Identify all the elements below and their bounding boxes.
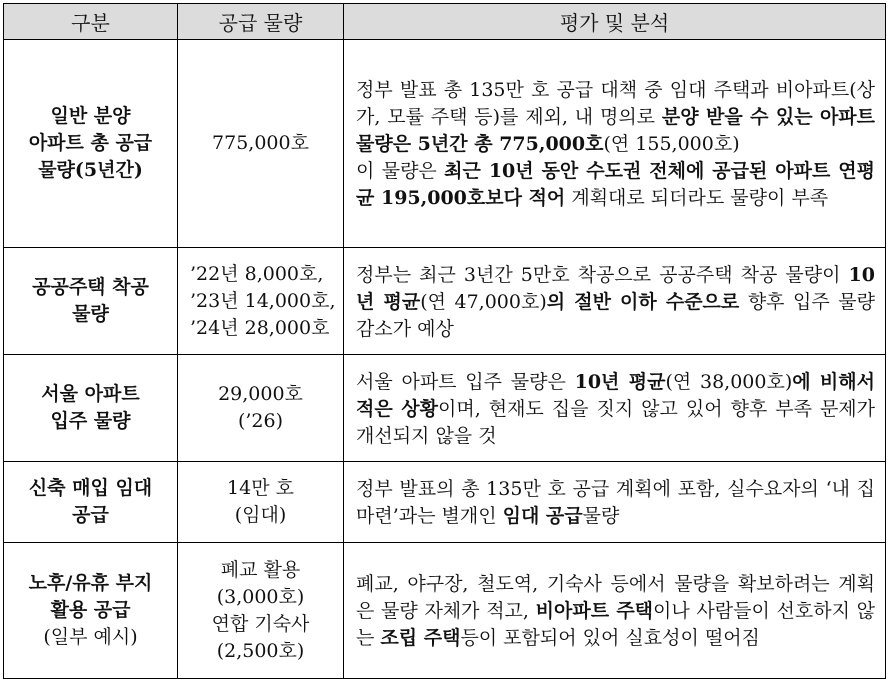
emphasis-text: 조립 주택 <box>380 627 461 649</box>
emphasis-text: 10년 평균 <box>574 370 666 393</box>
quantity-cell <box>178 40 344 248</box>
category-cell <box>4 355 178 462</box>
body-text: (연 155,000호) <box>603 133 740 155</box>
evaluation-cell <box>344 40 886 248</box>
quantity-line: 29,000호 <box>218 383 303 405</box>
body-text: 폐교, 야구장, 철도역, 기숙사 등에서 물량을 확보하려는 계획은 물량 자체가 적고, <box>356 573 875 622</box>
body-text: 정부는 최근 3년간 5만호 착공으로 공공주택 착공 물량이 <box>356 263 849 286</box>
header-quantity: 공급 물량 <box>178 4 344 40</box>
table-row <box>4 248 886 355</box>
category-line: 노후/유휴 부지 <box>28 572 153 594</box>
evaluation-cell <box>344 462 886 543</box>
emphasis-text: 10년 평균 <box>356 263 875 313</box>
body-text: 이며, 현재도 집을 짓지 않고 있어 향후 부족 문제가 개선되지 않을 것 <box>356 397 876 447</box>
quantity-line: (3,000호) <box>216 585 305 608</box>
body-text: 서울 아파트 입주 물량은 <box>356 370 575 393</box>
emphasis-text: 임대 공급 <box>502 505 583 527</box>
quantity-line: 775,000호 <box>212 132 309 154</box>
quantity-line: 연합 기숙사 <box>211 612 310 635</box>
category-line: 물량 <box>72 303 109 325</box>
category-cell <box>4 543 178 679</box>
body-text: 정부 발표 총 135만 호 공급 대책 중 임대 주택과 비아파트(상가, 모률 주택 등)를 제외, 내 명의로 <box>356 79 875 128</box>
quantity-line: ’22년 8,000호, <box>190 262 324 285</box>
table-row <box>4 543 886 679</box>
quantity-line: (2,500호) <box>216 639 305 662</box>
emphasis-text: 의 절반 이하 수준으로 <box>546 290 740 313</box>
category-line: 물량(5년간) <box>38 159 143 181</box>
evaluation-cell <box>344 543 886 679</box>
category-cell <box>4 248 178 355</box>
quantity-cell <box>178 543 344 679</box>
category-line: 서울 아파트 <box>41 383 140 405</box>
table-row <box>4 355 886 462</box>
body-text: 계획대로 되더라도 물량이 부족 <box>565 187 829 209</box>
body-text: 정부 발표의 총 135만 호 공급 계획에 포함, 실수요자의 ‘내 집 마련’과는 별개인 <box>356 478 875 527</box>
body-text: 이 물량은 <box>356 160 445 182</box>
emphasis-text: 비아파트 주택 <box>535 600 654 622</box>
category-note: (일부 예시) <box>43 626 138 648</box>
body-text: 향후 입주 물량 감소가 예상 <box>356 290 876 340</box>
category-line: 공급 <box>72 504 109 526</box>
body-text: (연 38,000호) <box>665 370 793 393</box>
quantity-line: (임대) <box>234 504 287 526</box>
emphasis-text: 에 비해서 적은 상황 <box>356 370 875 420</box>
supply-analysis-table <box>3 3 886 679</box>
category-line: 공공주택 착공 <box>32 276 149 298</box>
category-cell <box>4 40 178 248</box>
body-text: 물량 <box>582 505 620 527</box>
body-text: 등이 포함되어 있어 실효성이 떨어짐 <box>460 627 760 649</box>
emphasis-text: 분양 받을 수 있는 아파트 물량은 5년간 총 775,000호 <box>356 106 876 155</box>
category-line: 활용 공급 <box>50 599 131 621</box>
body-text: 이나 사람들이 선호하지 않는 <box>356 600 875 649</box>
body-text: (연 47,000호) <box>420 290 547 313</box>
header-row <box>4 4 886 40</box>
quantity-line: 14만 호 <box>227 477 294 499</box>
quantity-cell <box>178 355 344 462</box>
category-cell <box>4 462 178 543</box>
quantity-line: ’23년 14,000호, <box>190 289 336 312</box>
emphasis-text: 최근 10년 동안 수도권 전체에 공급된 아파트 연평균 195,000호보다 적어 <box>356 160 875 209</box>
quantity-cell <box>178 462 344 543</box>
category-line: 신축 매입 임대 <box>28 477 153 499</box>
table-row <box>4 40 886 248</box>
evaluation-cell <box>344 248 886 355</box>
category-line: 입주 물량 <box>50 410 131 432</box>
quantity-line: 폐교 활용 <box>220 558 301 581</box>
header-category: 구분 <box>4 4 178 40</box>
category-line: 일반 분양 <box>50 105 131 127</box>
quantity-cell <box>178 248 344 355</box>
quantity-line: (’26) <box>237 410 284 432</box>
quantity-line: ’24년 28,000호 <box>190 316 330 339</box>
table-row <box>4 462 886 543</box>
evaluation-cell <box>344 355 886 462</box>
category-line: 아파트 총 공급 <box>28 132 153 154</box>
header-evaluation: 평가 및 분석 <box>344 4 886 40</box>
